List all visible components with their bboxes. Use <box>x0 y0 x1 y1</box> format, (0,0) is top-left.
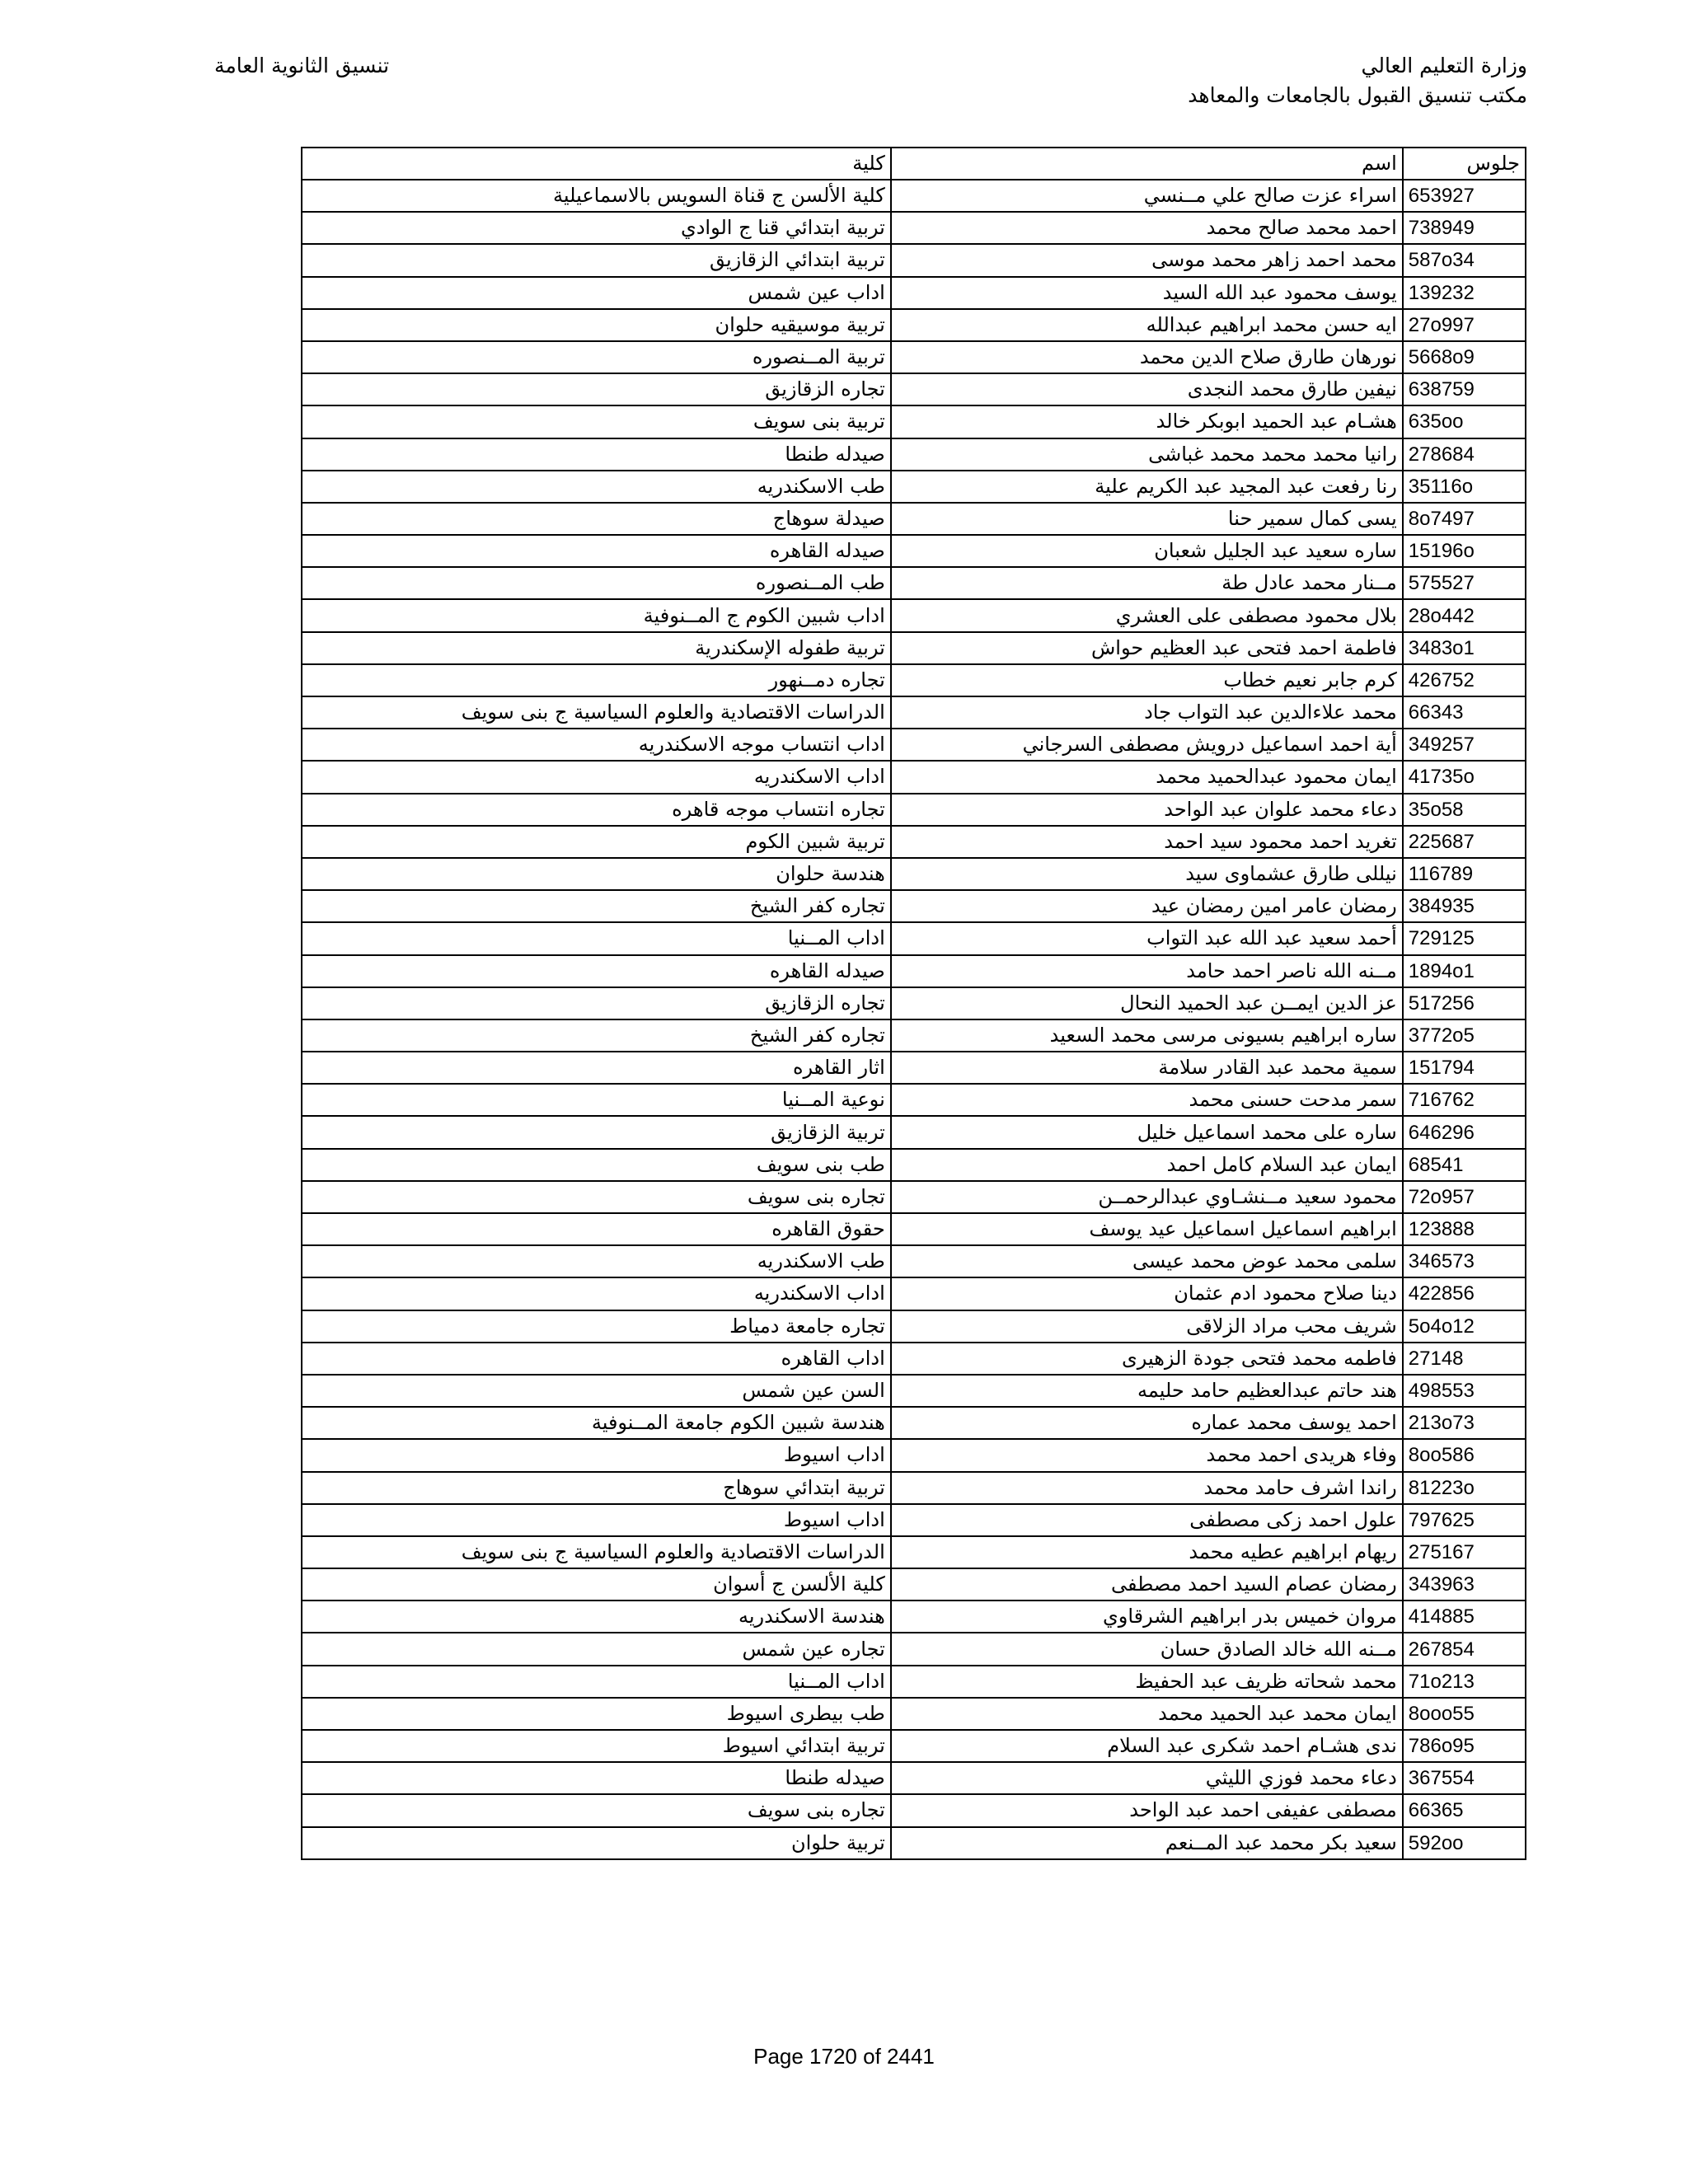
college-cell: تربية ابتدائي سوهاج <box>302 1472 891 1504</box>
table-row <box>302 438 1526 471</box>
table-row <box>302 1762 1526 1794</box>
table-row <box>302 729 1526 761</box>
name-cell: ساره على محمد اسماعيل خليل <box>891 1116 1403 1148</box>
name-cell: رنا رفعت عبد المجيد عبد الكريم علية <box>891 471 1403 503</box>
table-row <box>302 794 1526 826</box>
college-cell: نوعية المــنيا <box>302 1084 891 1116</box>
college-cell: تجاره كفر الشيخ <box>302 1019 891 1052</box>
column-header-college: كلية <box>302 148 891 180</box>
college-cell: تربية ابتدائي الزقازيق <box>302 244 891 276</box>
table-row <box>302 503 1526 535</box>
college-cell: اداب الاسكندريه <box>302 761 891 793</box>
name-cell: مــنار محمد عادل طة <box>891 567 1403 599</box>
college-cell: اداب الاسكندريه <box>302 1277 891 1310</box>
table-row <box>302 1666 1526 1698</box>
college-cell: اداب شبين الكوم ج المــنوفية <box>302 599 891 631</box>
seat-cell: 81223o <box>1403 1472 1526 1504</box>
seat-cell: 384935 <box>1403 890 1526 922</box>
name-cell: علول احمد زكى مصطفى <box>891 1504 1403 1536</box>
table-row <box>302 632 1526 664</box>
table-row <box>302 696 1526 729</box>
name-cell: دعاء محمد علوان عبد الواحد <box>891 794 1403 826</box>
table-row <box>302 955 1526 987</box>
college-cell: اداب انتساب موجه الاسكندريه <box>302 729 891 761</box>
college-cell: تجاره جامعة دمياط <box>302 1310 891 1343</box>
name-cell: ساره ابراهيم بسيونى مرسى محمد السعيد <box>891 1019 1403 1052</box>
table-row <box>302 1149 1526 1181</box>
table-row <box>302 405 1526 438</box>
college-cell: طب بنى سويف <box>302 1149 891 1181</box>
name-cell: يسى كمال سمير حنا <box>891 503 1403 535</box>
seat-cell: 575527 <box>1403 567 1526 599</box>
seat-cell: 3772o5 <box>1403 1019 1526 1052</box>
table-row <box>302 922 1526 954</box>
name-cell: يوسف محمود عبد الله السيد <box>891 277 1403 309</box>
seat-cell: 267854 <box>1403 1633 1526 1665</box>
seat-cell: 72o957 <box>1403 1181 1526 1213</box>
seat-cell: 15196o <box>1403 535 1526 567</box>
college-cell: اداب القاهره <box>302 1343 891 1375</box>
name-cell: كرم جابر نعيم خطاب <box>891 664 1403 696</box>
college-cell: هندسة الاسكندريه <box>302 1601 891 1633</box>
name-cell: نيللى طارق عشماوى سيد <box>891 858 1403 890</box>
table-row <box>302 1633 1526 1665</box>
name-cell: ريهام ابراهيم عطيه محمد <box>891 1536 1403 1568</box>
seat-cell: 225687 <box>1403 826 1526 858</box>
college-cell: تجاره الزقازيق <box>302 373 891 405</box>
table-row <box>302 1407 1526 1439</box>
table-row <box>302 1245 1526 1277</box>
table-row <box>302 1084 1526 1116</box>
name-cell: أية احمد اسماعيل درويش مصطفى السرجاني <box>891 729 1403 761</box>
table-row <box>302 1504 1526 1536</box>
seat-cell: 27o997 <box>1403 309 1526 341</box>
name-cell: سلمى محمد عوض محمد عيسى <box>891 1245 1403 1277</box>
seat-cell: 646296 <box>1403 1116 1526 1148</box>
college-cell: تجاره كفر الشيخ <box>302 890 891 922</box>
name-cell: مــنه الله ناصر احمد حامد <box>891 955 1403 987</box>
seat-cell: 422856 <box>1403 1277 1526 1310</box>
table-row <box>302 180 1526 212</box>
college-cell: صيدله القاهره <box>302 955 891 987</box>
college-cell: صيدله القاهره <box>302 535 891 567</box>
college-cell: هندسة حلوان <box>302 858 891 890</box>
table-row <box>302 341 1526 373</box>
results-table <box>301 147 1526 1860</box>
college-cell: اداب اسيوط <box>302 1439 891 1471</box>
table-row <box>302 1277 1526 1310</box>
college-cell: تربية حلوان <box>302 1827 891 1859</box>
seat-cell: 729125 <box>1403 922 1526 954</box>
seat-cell: 66365 <box>1403 1794 1526 1826</box>
seat-cell: 517256 <box>1403 987 1526 1019</box>
name-cell: شريف محب مراد الزلاقى <box>891 1310 1403 1343</box>
name-cell: ايمان محمد عبد الحميد محمد <box>891 1698 1403 1730</box>
name-cell: تغريد احمد محمود سيد احمد <box>891 826 1403 858</box>
college-cell: تجاره الزقازيق <box>302 987 891 1019</box>
name-cell: سمية محمد عبد القادر سلامة <box>891 1052 1403 1084</box>
seat-cell: 71o213 <box>1403 1666 1526 1698</box>
college-cell: كلية الألسن ج أسوان <box>302 1568 891 1601</box>
college-cell: تربية ابتدائي اسيوط <box>302 1730 891 1762</box>
seat-cell: 28o442 <box>1403 599 1526 631</box>
table-row <box>302 1794 1526 1826</box>
name-cell: احمد محمد صالح محمد <box>891 212 1403 244</box>
table-row <box>302 761 1526 793</box>
name-cell: محمد علاءالدين عبد التواب جاد <box>891 696 1403 729</box>
college-cell: صيدلة سوهاج <box>302 503 891 535</box>
name-cell: محمد شحاته ظريف عبد الحفيظ <box>891 1666 1403 1698</box>
table-row <box>302 858 1526 890</box>
name-cell: راندا اشرف حامد محمد <box>891 1472 1403 1504</box>
table-row <box>302 1310 1526 1343</box>
name-cell: رمضان عصام السيد احمد مصطفى <box>891 1568 1403 1601</box>
college-cell: حقوق القاهره <box>302 1213 891 1245</box>
name-cell: رانيا محمد محمد محمد غباشى <box>891 438 1403 471</box>
table-row <box>302 244 1526 276</box>
seat-cell: 349257 <box>1403 729 1526 761</box>
name-cell: ايمان محمود عبدالحميد محمد <box>891 761 1403 793</box>
college-cell: اداب المــنيا <box>302 1666 891 1698</box>
ministry-title: وزارة التعليم العالي <box>1361 54 1527 77</box>
seat-cell: 123888 <box>1403 1213 1526 1245</box>
table-row <box>302 1116 1526 1148</box>
table-row <box>302 535 1526 567</box>
table-body <box>302 180 1526 1859</box>
table-row <box>302 309 1526 341</box>
name-cell: محمود سعيد مــنشـاوي عبدالرحمــن <box>891 1181 1403 1213</box>
office-title: مكتب تنسيق القبول بالجامعات والمعاهد <box>1188 83 1527 107</box>
table-row <box>302 277 1526 309</box>
seat-cell: 139232 <box>1403 277 1526 309</box>
table-row <box>302 1568 1526 1601</box>
seat-cell: 27148 <box>1403 1343 1526 1375</box>
name-cell: ايمان عبد السلام كامل احمد <box>891 1149 1403 1181</box>
seat-cell: 786o95 <box>1403 1730 1526 1762</box>
seat-cell: 3483o1 <box>1403 632 1526 664</box>
seat-cell: 68541 <box>1403 1149 1526 1181</box>
college-cell: تربية شبين الكوم <box>302 826 891 858</box>
seat-cell: 151794 <box>1403 1052 1526 1084</box>
college-cell: اداب عين شمس <box>302 277 891 309</box>
name-cell: ابراهيم اسماعيل اسماعيل عيد يوسف <box>891 1213 1403 1245</box>
college-cell: اداب اسيوط <box>302 1504 891 1536</box>
table-row <box>302 1536 1526 1568</box>
seat-cell: 5668o9 <box>1403 341 1526 373</box>
seat-cell: 213o73 <box>1403 1407 1526 1439</box>
table-row <box>302 664 1526 696</box>
name-cell: نيفين طارق محمد النجدى <box>891 373 1403 405</box>
college-cell: صيدله طنطا <box>302 1762 891 1794</box>
college-cell: تربية بنى سويف <box>302 405 891 438</box>
seat-cell: 426752 <box>1403 664 1526 696</box>
table-row <box>302 1052 1526 1084</box>
table-row <box>302 1698 1526 1730</box>
header-right <box>1188 51 1527 110</box>
name-cell: عز الدين ايمــن عبد الحميد النحال <box>891 987 1403 1019</box>
name-cell: محمد احمد زاهر محمد موسى <box>891 244 1403 276</box>
college-cell: تربية ابتدائي قنا ج الوادي <box>302 212 891 244</box>
seat-cell: 278684 <box>1403 438 1526 471</box>
name-cell: هند حاتم عبدالعظيم حامد حليمه <box>891 1375 1403 1407</box>
college-cell: تربية الزقازيق <box>302 1116 891 1148</box>
college-cell: السن عين شمس <box>302 1375 891 1407</box>
name-cell: مروان خميس بدر ابراهيم الشرقاوي <box>891 1601 1403 1633</box>
page-number: Page 1720 of 2441 <box>753 2044 935 2069</box>
name-cell: فاطمه محمد فتحى جودة الزهيرى <box>891 1343 1403 1375</box>
table-row <box>302 1472 1526 1504</box>
seat-cell: 41735o <box>1403 761 1526 793</box>
name-cell: أحمد سعيد عبد الله عبد التواب <box>891 922 1403 954</box>
table-row <box>302 471 1526 503</box>
college-cell: الدراسات الاقتصادية والعلوم السياسية ج بنى سويف <box>302 696 891 729</box>
seat-cell: 275167 <box>1403 1536 1526 1568</box>
name-cell: رمضان عامر امين رمضان عيد <box>891 890 1403 922</box>
name-cell: احمد يوسف محمد عماره <box>891 1407 1403 1439</box>
name-cell: وفاء هريدى احمد محمد <box>891 1439 1403 1471</box>
seat-cell: 367554 <box>1403 1762 1526 1794</box>
name-cell: سمر مدحت حسنى محمد <box>891 1084 1403 1116</box>
college-cell: تربية موسيقيه حلوان <box>302 309 891 341</box>
seat-cell: 346573 <box>1403 1245 1526 1277</box>
table-row <box>302 1730 1526 1762</box>
seat-cell: 587o34 <box>1403 244 1526 276</box>
seat-cell: 716762 <box>1403 1084 1526 1116</box>
seat-cell: 653927 <box>1403 180 1526 212</box>
table-row <box>302 1019 1526 1052</box>
name-cell: فاطمة احمد فتحى عبد العظيم حواش <box>891 632 1403 664</box>
college-cell: تجاره انتساب موجه قاهره <box>302 794 891 826</box>
seat-cell: 414885 <box>1403 1601 1526 1633</box>
seat-cell: 5o4o12 <box>1403 1310 1526 1343</box>
table-row <box>302 567 1526 599</box>
table-row <box>302 1181 1526 1213</box>
seat-cell: 797625 <box>1403 1504 1526 1536</box>
seat-cell: 1894o1 <box>1403 955 1526 987</box>
name-cell: سعيد بكر محمد عبد المــنعم <box>891 1827 1403 1859</box>
name-cell: ساره سعيد عبد الجليل شعبان <box>891 535 1403 567</box>
college-cell: الدراسات الاقتصادية والعلوم السياسية ج بنى سويف <box>302 1536 891 1568</box>
college-cell: طب الاسكندريه <box>302 1245 891 1277</box>
college-cell: تربية المــنصوره <box>302 341 891 373</box>
seat-cell: 8ooo55 <box>1403 1698 1526 1730</box>
college-cell: كلية الألسن ج قناة السويس بالاسماعيلية <box>302 180 891 212</box>
college-cell: تجاره عين شمس <box>302 1633 891 1665</box>
college-cell: صيدله طنطا <box>302 438 891 471</box>
college-cell: تجاره بنى سويف <box>302 1794 891 1826</box>
seat-cell: 638759 <box>1403 373 1526 405</box>
college-cell: تجاره بنى سويف <box>302 1181 891 1213</box>
table-header-row <box>302 148 1526 180</box>
column-header-seat: جلوس <box>1403 148 1526 180</box>
name-cell: هشـام عبد الحميد ابوبكر خالد <box>891 405 1403 438</box>
seat-cell: 8oo586 <box>1403 1439 1526 1471</box>
table-row <box>302 890 1526 922</box>
college-cell: طب المــنصوره <box>302 567 891 599</box>
document-title: تنسيق الثانوية العامة <box>214 54 390 77</box>
seat-cell: 35116o <box>1403 471 1526 503</box>
table-row <box>302 1375 1526 1407</box>
seat-cell: 635oo <box>1403 405 1526 438</box>
table-row <box>302 1601 1526 1633</box>
column-header-name: اسم <box>891 148 1403 180</box>
name-cell: مــنه الله خالد الصادق حسان <box>891 1633 1403 1665</box>
table-row <box>302 987 1526 1019</box>
name-cell: مصطفى عفيفى احمد عبد الواحد <box>891 1794 1403 1826</box>
seat-cell: 116789 <box>1403 858 1526 890</box>
table-row <box>302 1343 1526 1375</box>
table-row <box>302 1439 1526 1471</box>
college-cell: طب بيطرى اسيوط <box>302 1698 891 1730</box>
college-cell: تجاره دمــنهور <box>302 664 891 696</box>
name-cell: ندى هشـام احمد شكرى عبد السلام <box>891 1730 1403 1762</box>
seat-cell: 66343 <box>1403 696 1526 729</box>
seat-cell: 592oo <box>1403 1827 1526 1859</box>
name-cell: بلال محمود مصطفى على العشري <box>891 599 1403 631</box>
name-cell: دعاء محمد فوزي الليثي <box>891 1762 1403 1794</box>
college-cell: طب الاسكندريه <box>302 471 891 503</box>
seat-cell: 738949 <box>1403 212 1526 244</box>
name-cell: ايه حسن محمد ابراهيم عبدالله <box>891 309 1403 341</box>
college-cell: اداب المــنيا <box>302 922 891 954</box>
college-cell: هندسة شبين الكوم جامعة المــنوفية <box>302 1407 891 1439</box>
name-cell: نورهان طارق صلاح الدين محمد <box>891 341 1403 373</box>
seat-cell: 35o58 <box>1403 794 1526 826</box>
seat-cell: 498553 <box>1403 1375 1526 1407</box>
seat-cell: 343963 <box>1403 1568 1526 1601</box>
name-cell: دينا صلاح محمود ادم عثمان <box>891 1277 1403 1310</box>
college-cell: اثار القاهره <box>302 1052 891 1084</box>
table-row <box>302 212 1526 244</box>
table-row <box>302 1213 1526 1245</box>
table-row <box>302 826 1526 858</box>
table-row <box>302 599 1526 631</box>
table-row <box>302 1827 1526 1859</box>
name-cell: اسراء عزت صالح علي مــنسي <box>891 180 1403 212</box>
table-row <box>302 373 1526 405</box>
seat-cell: 8o7497 <box>1403 503 1526 535</box>
college-cell: تربية طفوله الإسكندرية <box>302 632 891 664</box>
